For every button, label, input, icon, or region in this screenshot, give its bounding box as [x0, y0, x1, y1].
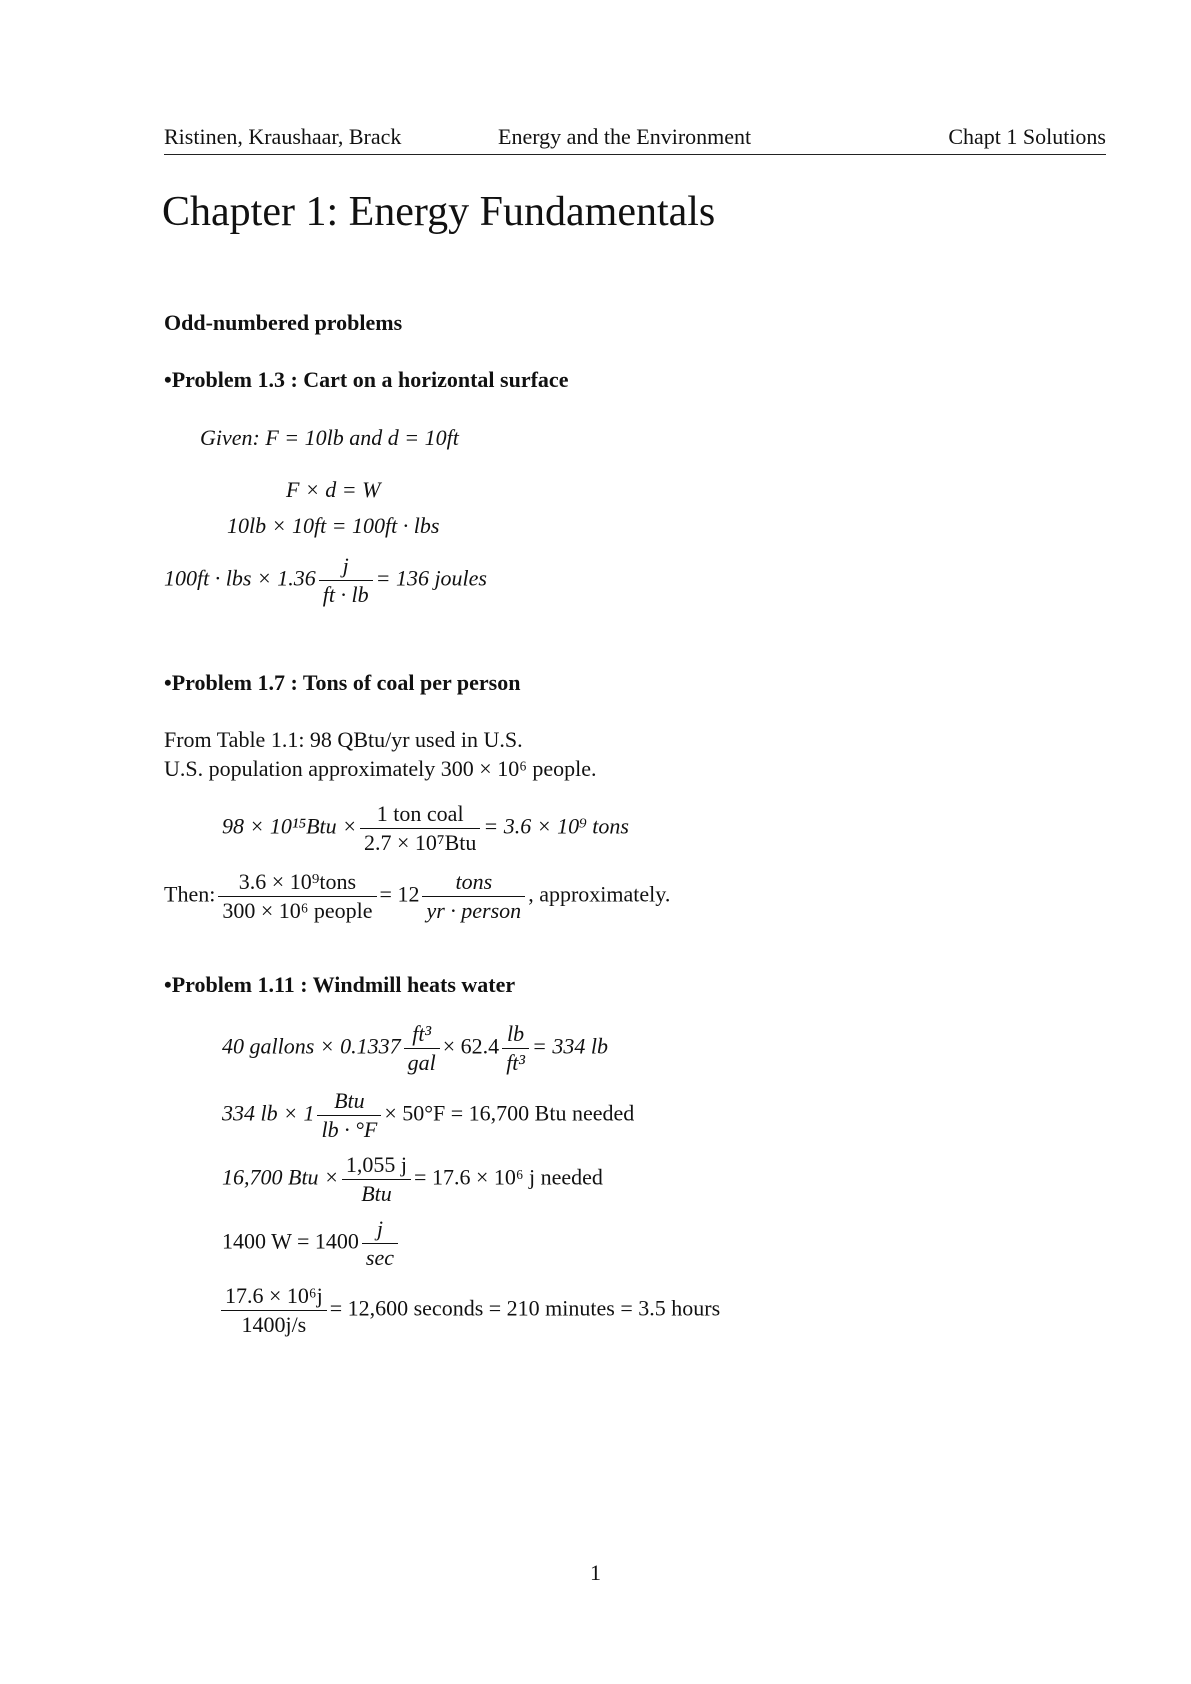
eq4-denominator: sec	[365, 1245, 394, 1270]
problem-1-7-eq1	[222, 800, 629, 857]
eq3-fraction	[319, 552, 373, 609]
header-section: Chapt 1 Solutions	[948, 124, 1106, 149]
eq4-a: 1400 W = 1400	[222, 1228, 359, 1254]
eq1-numerator-2: lb	[502, 1020, 529, 1049]
problem-1-7-line2: U.S. population approximately 300 × 10⁶ people.	[164, 756, 597, 781]
eq5-numerator: 17.6 × 10⁶j	[221, 1282, 327, 1311]
eq1-fraction-2	[502, 1020, 529, 1077]
eq2-fraction-1	[218, 868, 376, 925]
eq2-fraction	[317, 1087, 381, 1144]
problem-1-3-eq2: 10lb × 10ft = 100ft · lbs	[227, 513, 440, 538]
eq1-right: = 3.6 × 10⁹ tons	[483, 813, 629, 839]
eq2-numerator-2: tons	[422, 868, 525, 897]
eq2-b: × 50°F = 16,700 Btu needed	[384, 1100, 635, 1126]
problem-1-7-line1: From Table 1.1: 98 QBtu/yr used in U.S.	[164, 727, 523, 752]
eq1-denominator-1: gal	[407, 1050, 436, 1075]
problem-1-11-eq3	[222, 1151, 603, 1208]
eq1-fraction-1	[404, 1020, 440, 1077]
problem-1-11-eq1	[222, 1020, 608, 1077]
eq1-c: = 334 lb	[532, 1033, 608, 1059]
eq1-denominator-2: ft³	[506, 1050, 526, 1075]
eq3-denominator: ft · lb	[322, 582, 369, 607]
problem-1-3-eq3	[164, 552, 487, 609]
eq3-fraction	[342, 1151, 411, 1208]
eq4-numerator: j	[362, 1215, 398, 1244]
problem-1-7-eq2	[164, 868, 670, 925]
eq2-denominator-1: 300 × 10⁶ people	[222, 898, 373, 923]
header-book-title: Energy and the Environment	[498, 124, 752, 149]
problem-1-3-given: Given: F = 10lb and d = 10ft	[200, 425, 459, 450]
eq3-right: = 136 joules	[375, 565, 487, 591]
header-authors: Ristinen, Kraushaar, Brack	[164, 124, 402, 149]
problem-1-3-eq1: F × d = W	[286, 477, 381, 502]
eq4-fraction	[362, 1215, 398, 1272]
eq2-suffix: , approximately.	[528, 881, 671, 907]
eq5-fraction	[221, 1282, 327, 1339]
problem-1-11-eq4	[222, 1215, 401, 1272]
eq2-numerator: Btu	[317, 1087, 381, 1116]
eq2-numerator-1: 3.6 × 10⁹tons	[218, 868, 376, 897]
eq1-a: 40 gallons × 0.1337	[222, 1033, 401, 1059]
page-header	[164, 124, 1106, 155]
odd-problems-heading: Odd-numbered problems	[164, 310, 403, 335]
eq1-numerator-1: ft³	[404, 1020, 440, 1049]
eq3-denominator: Btu	[361, 1181, 392, 1206]
problem-1-3-heading: •Problem 1.3 : Cart on a horizontal surface	[164, 367, 569, 392]
eq2-a: 334 lb × 1	[222, 1100, 315, 1126]
page-number: 1	[590, 1560, 601, 1585]
eq1-left: 98 × 10¹⁵Btu ×	[222, 813, 357, 839]
eq1-fraction	[360, 800, 480, 857]
problem-1-7-heading: •Problem 1.7 : Tons of coal per person	[164, 670, 521, 695]
chapter-title: Chapter 1: Energy Fundamentals	[162, 189, 716, 235]
eq1-denominator: 2.7 × 10⁷Btu	[364, 830, 477, 855]
eq2-prefix: Then:	[164, 881, 216, 907]
eq3-numerator: j	[319, 552, 373, 581]
eq1-numerator: 1 ton coal	[360, 800, 480, 829]
eq3-numerator: 1,055 j	[342, 1151, 411, 1180]
eq5-denominator: 1400j/s	[241, 1312, 307, 1337]
eq3-b: = 17.6 × 10⁶ j needed	[414, 1164, 603, 1190]
problem-1-11-heading: •Problem 1.11 : Windmill heats water	[164, 972, 516, 997]
eq3-a: 16,700 Btu ×	[222, 1164, 339, 1190]
eq2-middle: = 12	[379, 881, 420, 907]
eq3-left: 100ft · lbs × 1.36	[164, 565, 316, 591]
eq2-denominator: lb · °F	[321, 1117, 378, 1142]
problem-1-11-eq5	[218, 1282, 720, 1339]
eq1-b: × 62.4	[442, 1033, 500, 1059]
eq2-fraction-2	[422, 868, 525, 925]
eq2-denominator-2: yr · person	[426, 898, 522, 923]
problem-1-11-eq2	[222, 1087, 634, 1144]
eq5-b: = 12,600 seconds = 210 minutes = 3.5 hours	[329, 1295, 721, 1321]
